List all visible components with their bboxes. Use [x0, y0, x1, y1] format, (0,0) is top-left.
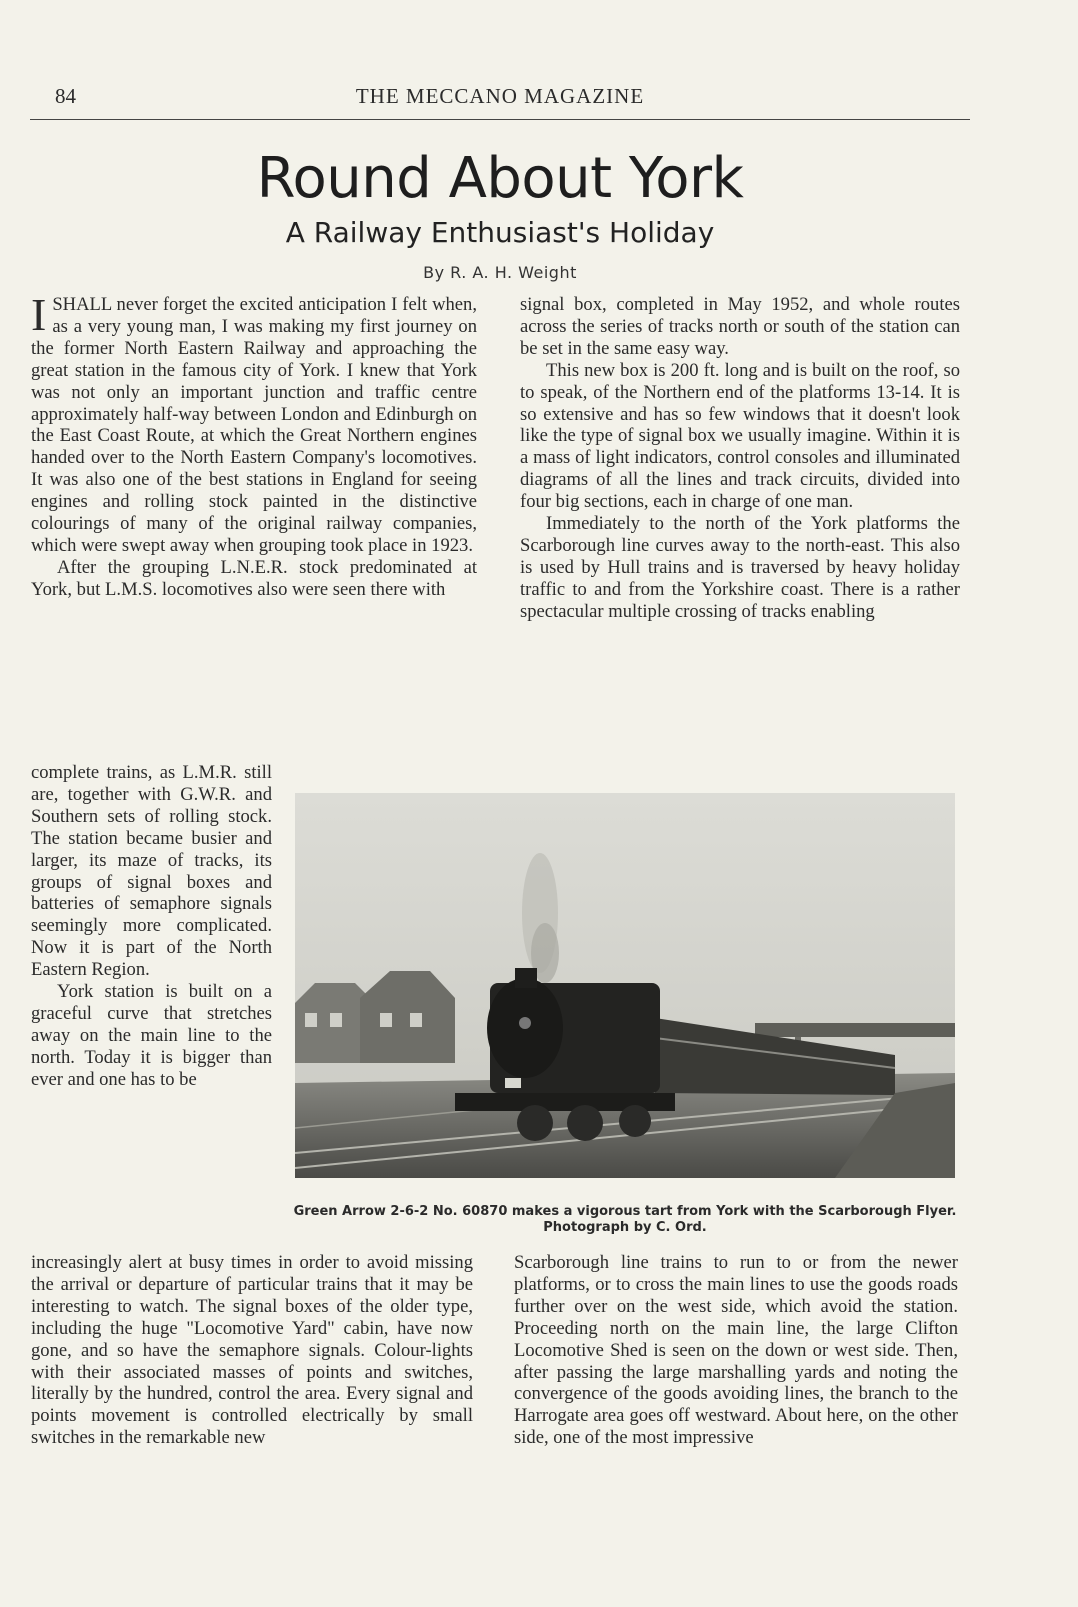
paragraph: Immediately to the north of the York platforms the Scarborough line curves away to the north-east. This also is used by Hull trains and is traversed by heavy holiday traffic to and from the Yorkshire coast. There is a rather spectacular multiple crossing of tracks enabling: [520, 513, 960, 622]
article-byline: By R. A. H. Weight: [423, 263, 577, 282]
column-left-bottom: [31, 1252, 473, 1449]
paragraph: complete trains, as L.M.R. still are, together with G.W.R. and Southern sets of rolling stock. The station became busier and larger, its maze of tracks, its groups of signal boxes and batteries of semaphore signals seemingly more complicated. Now it is part of the North Eastern Region.: [31, 762, 272, 981]
paragraph: signal box, completed in May 1952, and whole routes across the series of tracks north or south of the station can be set in the same easy way.: [520, 294, 960, 359]
locomotive-photograph: [295, 793, 955, 1178]
paragraph: After the grouping L.N.E.R. stock predominated at York, but L.M.S. locomotives also were seen there with: [31, 556, 477, 600]
page-header: [30, 84, 970, 114]
column-right-bottom: [514, 1252, 958, 1449]
column-narrow: [31, 762, 272, 1091]
train-photo-image: [295, 793, 955, 1178]
paragraph: increasingly alert at busy times in order to avoid missing the arrival or departure of particular trains that it may be interesting to watch. The signal boxes of the older type, including the huge "Locomotive Yard" cabin, have now gone, and so have the semaphore signals. Colour-lights with their associated masses of points and switches, literally by the hundred, control the area. Every signal and points movement is controlled electrically by small switches in the remarkable new: [31, 1252, 473, 1449]
paragraph: [31, 289, 477, 557]
paragraph: This new box is 200 ft. long and is built on the roof, so to speak, of the Northern end of the platforms 13-14. It is so extensive and has so few windows that it doesn't look like the type of signal box we usually imagine. Within it is a mass of light indicators, control consoles and illuminated diagrams of all the lines and track circuits, divided into four big sections, each in charge of one man.: [520, 359, 960, 513]
magazine-title: THE MECCANO MAGAZINE: [355, 84, 645, 108]
article-subtitle: A Railway Enthusiast's Holiday: [285, 216, 715, 249]
page-number: 84: [55, 84, 76, 108]
paragraph-text: SHALL never forget the excited anticipation I felt when, as a very young man, I was making my first journey on the former North Eastern Railway and approaching the great station in the famous city of York. I knew that York was not only an important junction and traffic centre approximately half-way between London and Edinburgh on the East Coast Route, at which the Great Northern engines handed over to the North Eastern Company's locomotives. It was also one of the best stations in England for seeing engines and rolling stock painted in the distinctive colourings of many of the original railway companies, which were swept away when grouping took place in 1923.: [31, 294, 477, 556]
paragraph: York station is built on a graceful curve that stretches away on the main line to the north. Today it is bigger than ever and one has to be: [31, 981, 272, 1090]
paragraph: Scarborough line trains to run to or from the newer platforms, or to cross the main lines to use the goods roads further over on the west side, which avoid the station. Proceeding north on the main line, the large Clifton Locomotive Shed is seen on the down or west side. Then, after passing the large marshalling yards and noting the convergence of the goods avoiding lines, the branch to the Harrogate area goes off westward. About here, on the other side, one of the most impressive: [514, 1252, 958, 1449]
column-left-top: [31, 289, 477, 601]
photo-caption: Green Arrow 2-6-2 No. 60870 makes a vigorous tart from York with the Scarborough Flyer. Photograph by C. Ord.: [293, 1204, 957, 1235]
column-right-top: [520, 294, 960, 623]
drop-cap: I: [31, 289, 47, 340]
header-rule: [30, 119, 970, 120]
article-title: Round About York: [256, 146, 744, 211]
